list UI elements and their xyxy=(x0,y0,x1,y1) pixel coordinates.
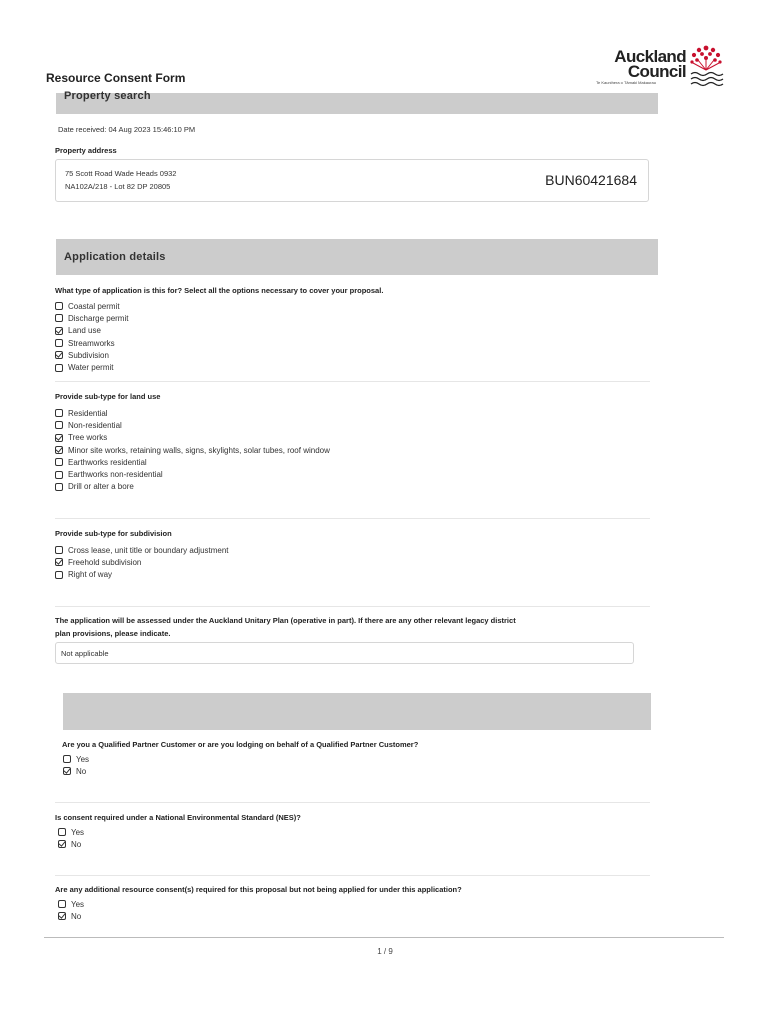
application-details-header xyxy=(56,239,658,275)
checkbox-option[interactable] xyxy=(58,898,84,910)
property-address-box xyxy=(55,159,649,202)
checkbox-option-label: Drill or alter a bore xyxy=(68,482,134,492)
unchecked-checkbox-icon[interactable] xyxy=(55,409,63,417)
landuse-subtype-options xyxy=(55,407,330,493)
checked-checkbox-icon[interactable] xyxy=(58,912,66,920)
checkbox-option[interactable] xyxy=(55,300,128,312)
checkbox-option-label: Yes xyxy=(71,827,85,837)
logo-word-auckland: Auckland xyxy=(614,47,686,66)
nes-question: Is consent required under a National Environmental Standard (NES)? xyxy=(55,813,301,822)
nes-options xyxy=(58,826,84,851)
checkbox-option-label: No xyxy=(76,766,87,776)
unchecked-checkbox-icon[interactable] xyxy=(55,571,63,579)
unchecked-checkbox-icon[interactable] xyxy=(58,828,66,836)
checkbox-option[interactable] xyxy=(55,407,330,419)
checked-checkbox-icon[interactable] xyxy=(55,446,63,454)
checkbox-option[interactable] xyxy=(55,361,128,373)
additional-consents-question: Are any additional resource consent(s) required for this proposal but not being applied for under this application? xyxy=(55,885,462,894)
checkbox-option-label: Right of way xyxy=(68,570,113,580)
checkbox-option[interactable] xyxy=(55,481,330,493)
subdivision-subtype-options xyxy=(55,544,229,581)
checked-checkbox-icon[interactable] xyxy=(63,767,71,775)
checkbox-option-label: Coastal permit xyxy=(68,301,120,311)
section-divider xyxy=(55,606,650,607)
form-title: Resource Consent Form xyxy=(46,71,186,85)
checked-checkbox-icon[interactable] xyxy=(55,558,63,566)
footer-rule xyxy=(44,937,724,938)
checkbox-option-label: Minor site works, retaining walls, signs, skylights, solar tubes, roof window xyxy=(68,445,330,455)
checkbox-option[interactable] xyxy=(55,432,330,444)
checkbox-option[interactable] xyxy=(55,556,229,568)
pohutukawa-icon xyxy=(688,43,724,87)
checkbox-option[interactable] xyxy=(55,337,128,349)
checkbox-option-label: Earthworks non-residential xyxy=(68,470,163,480)
page-number: 1 / 9 xyxy=(377,947,393,956)
checkbox-option-label: Earthworks residential xyxy=(68,457,147,467)
checkbox-option-label: Yes xyxy=(76,754,90,764)
checkbox-option-label: No xyxy=(71,839,82,849)
address-line-2: NA102A/218 - Lot 82 DP 20805 xyxy=(65,182,171,191)
checked-checkbox-icon[interactable] xyxy=(55,434,63,442)
qualified-partner-options xyxy=(63,753,89,778)
checkbox-option-label: Freehold subdivision xyxy=(68,557,142,567)
property-search-header xyxy=(56,90,658,114)
section-divider xyxy=(55,381,650,382)
aup-question-line-2: plan provisions, please indicate. xyxy=(55,629,171,638)
logo-subtitle: Te Kaunihera o Tāmaki Makaurau xyxy=(596,80,656,85)
checkbox-option[interactable] xyxy=(63,765,89,777)
logo-word-council: Council xyxy=(627,62,686,81)
checkbox-option-label: Streamworks xyxy=(68,338,115,348)
checkbox-option[interactable] xyxy=(58,910,84,922)
unchecked-checkbox-icon[interactable] xyxy=(55,302,63,310)
section-divider xyxy=(55,802,650,803)
checkbox-option-label: Discharge permit xyxy=(68,313,129,323)
unchecked-checkbox-icon[interactable] xyxy=(55,339,63,347)
checkbox-option[interactable] xyxy=(55,468,330,480)
checkbox-option[interactable] xyxy=(58,838,84,850)
checkbox-option-label: Yes xyxy=(71,899,85,909)
checkbox-option[interactable] xyxy=(55,569,229,581)
qualified-partner-header xyxy=(63,693,651,730)
unchecked-checkbox-icon[interactable] xyxy=(55,364,63,372)
unchecked-checkbox-icon[interactable] xyxy=(55,458,63,466)
landuse-subtype-question: Provide sub-type for land use xyxy=(55,392,161,401)
checkbox-option[interactable] xyxy=(55,325,128,337)
property-address-label: Property address xyxy=(55,146,117,155)
unchecked-checkbox-icon[interactable] xyxy=(55,471,63,479)
auckland-council-logo xyxy=(594,43,724,93)
date-received: Date received: 04 Aug 2023 15:46:10 PM xyxy=(58,125,196,134)
property-search-heading: Property search xyxy=(64,90,151,102)
section-divider xyxy=(55,875,650,876)
unchecked-checkbox-icon[interactable] xyxy=(55,546,63,554)
aup-answer-value: Not applicable xyxy=(61,649,109,658)
checkbox-option[interactable] xyxy=(63,753,89,765)
checkbox-option-label: Land use xyxy=(68,326,101,336)
unchecked-checkbox-icon[interactable] xyxy=(55,314,63,322)
address-line-1: 75 Scott Road Wade Heads 0932 xyxy=(65,169,177,178)
checked-checkbox-icon[interactable] xyxy=(55,351,63,359)
checkbox-option-label: No xyxy=(71,911,82,921)
aup-question-line-1: The application will be assessed under the Auckland Unitary Plan (operative in part). If there are any other relevant legacy district xyxy=(55,616,516,625)
checkbox-option-label: Tree works xyxy=(68,433,108,443)
unchecked-checkbox-icon[interactable] xyxy=(63,755,71,763)
checkbox-option[interactable] xyxy=(58,826,84,838)
unchecked-checkbox-icon[interactable] xyxy=(58,900,66,908)
section-divider xyxy=(55,518,650,519)
application-details-heading: Application details xyxy=(64,251,166,263)
checkbox-option[interactable] xyxy=(55,444,330,456)
checkbox-option-label: Subdivision xyxy=(68,350,109,360)
unchecked-checkbox-icon[interactable] xyxy=(55,421,63,429)
checkbox-option[interactable] xyxy=(55,312,128,324)
subdivision-subtype-question: Provide sub-type for subdivision xyxy=(55,529,172,538)
checkbox-option[interactable] xyxy=(55,544,229,556)
checkbox-option-label: Cross lease, unit title or boundary adjustment xyxy=(68,545,229,555)
aup-answer-field[interactable] xyxy=(55,642,634,664)
application-type-question: What type of application is this for? Select all the options necessary to cover your proposal. xyxy=(55,286,384,295)
checked-checkbox-icon[interactable] xyxy=(55,327,63,335)
qualified-partner-question: Are you a Qualified Partner Customer or are you lodging on behalf of a Qualified Partner Customer? xyxy=(62,740,419,749)
checkbox-option-label: Water permit xyxy=(68,363,114,373)
checkbox-option-label: Residential xyxy=(68,408,108,418)
checkbox-option[interactable] xyxy=(55,349,128,361)
checkbox-option[interactable] xyxy=(55,456,330,468)
bun-number: BUN60421684 xyxy=(545,172,637,188)
application-type-options xyxy=(55,300,128,374)
additional-consents-options xyxy=(58,898,84,923)
checked-checkbox-icon[interactable] xyxy=(58,840,66,848)
checkbox-option-label: Non-residential xyxy=(68,420,122,430)
unchecked-checkbox-icon[interactable] xyxy=(55,483,63,491)
checkbox-option[interactable] xyxy=(55,419,330,431)
